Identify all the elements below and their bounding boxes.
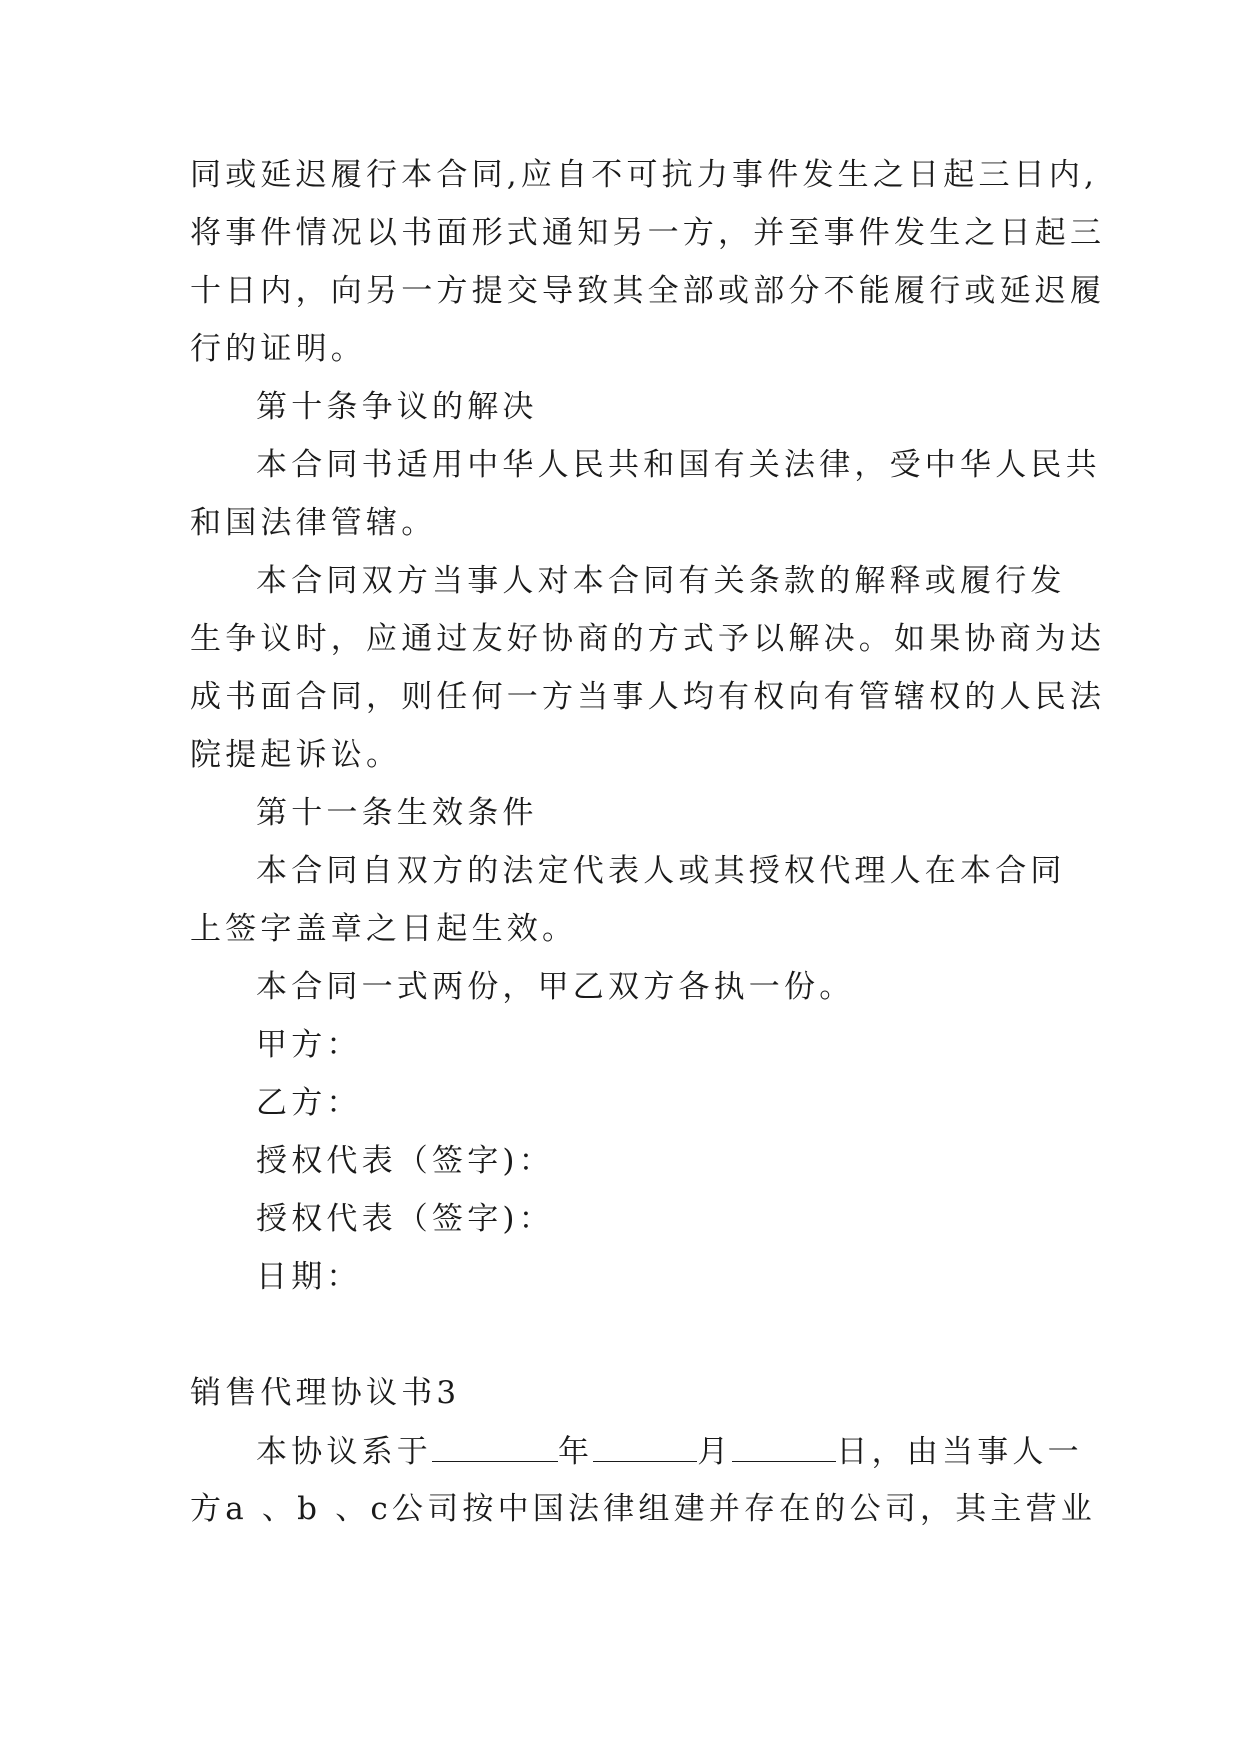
agreement-3-line-1 (256, 1431, 1083, 1472)
article-11-para1-line-2: 上签字盖章之日起生效。 (190, 911, 578, 947)
article-10-para2-line-2: 生争议时，应通过友好协商的方式予以解决。如果协商为达 (190, 621, 1106, 657)
force-majeure-line-4: 行的证明。 (190, 331, 366, 367)
year-label: 年 (558, 1434, 594, 1470)
day-label: 日，由当事人一 (836, 1434, 1083, 1470)
signature-date: 日期： (256, 1259, 362, 1295)
article-10-heading: 第十条争议的解决 (256, 389, 538, 425)
agreement-3-date-prefix: 本协议系于 (256, 1434, 432, 1470)
article-10-para2-line-3: 成书面合同，则任何一方当事人均有权向有管辖权的人民法 (190, 679, 1106, 715)
signature-rep-a: 授权代表（签字)： (256, 1143, 554, 1179)
month-blank (593, 1431, 697, 1462)
agreement-3-line-2: 方a 、b 、c公司按中国法律组建并存在的公司，其主营业 (190, 1491, 1096, 1527)
force-majeure-line-3: 十日内，向另一方提交导致其全部或部分不能履行或延迟履 (190, 273, 1106, 309)
day-blank (732, 1431, 836, 1462)
signature-party-a: 甲方： (256, 1027, 362, 1063)
article-11-para1-line-1: 本合同自双方的法定代表人或其授权代理人在本合同 (256, 853, 1066, 889)
signature-party-b: 乙方： (256, 1085, 362, 1121)
article-10-para2-line-4: 院提起诉讼。 (190, 737, 402, 773)
article-10-para2-line-1: 本合同双方当事人对本合同有关条款的解释或履行发 (256, 563, 1066, 599)
month-label: 月 (697, 1434, 733, 1470)
article-10-para1-line-2: 和国法律管辖。 (190, 505, 437, 541)
year-blank (432, 1431, 558, 1462)
article-10-para1-line-1: 本合同书适用中华人民共和国有关法律，受中华人民共 (256, 447, 1101, 483)
article-11-para2: 本合同一式两份，甲乙双方各执一份。 (256, 969, 855, 1005)
article-11-heading: 第十一条生效条件 (256, 795, 538, 831)
force-majeure-line-2: 将事件情况以书面形式通知另一方，并至事件发生之日起三 (190, 215, 1106, 251)
force-majeure-line-1: 同或延迟履行本合同,应自不可抗力事件发生之日起三日内, (190, 157, 1099, 193)
agreement-3-title: 销售代理协议书3 (190, 1375, 461, 1411)
signature-rep-b: 授权代表（签字)： (256, 1201, 554, 1237)
